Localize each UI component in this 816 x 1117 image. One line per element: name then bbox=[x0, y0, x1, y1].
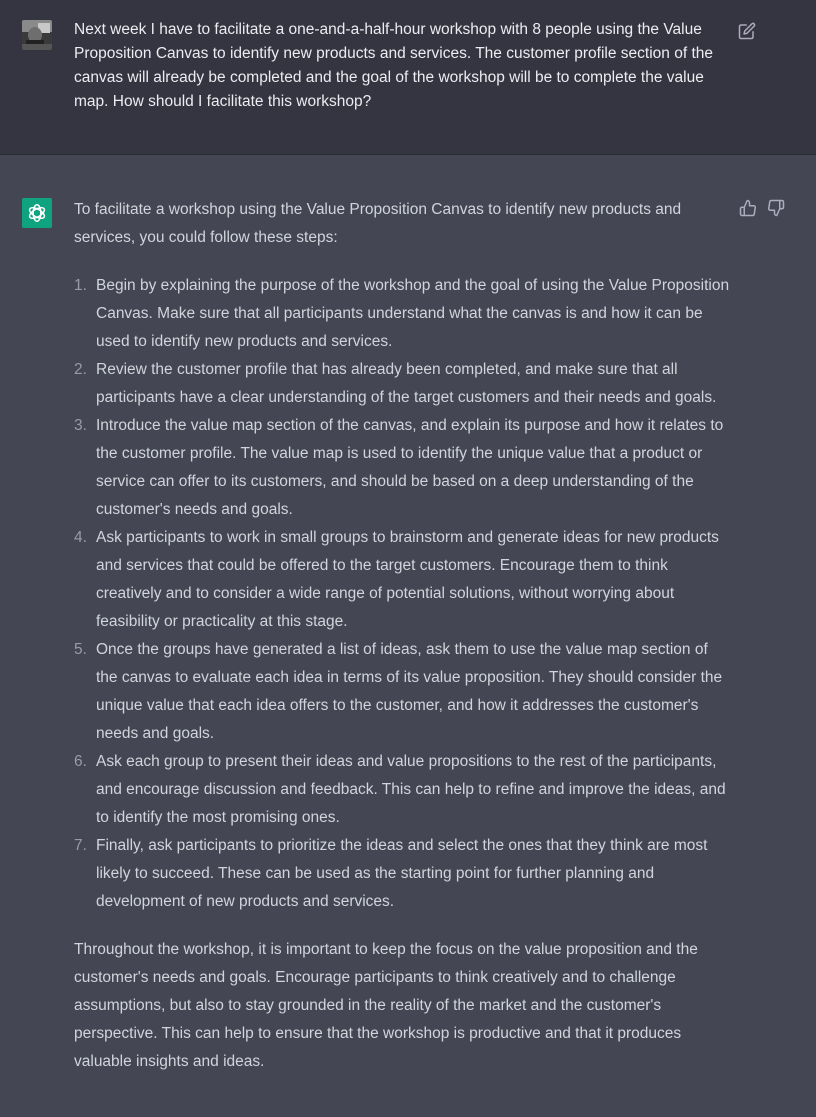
list-item bbox=[74, 412, 730, 524]
steps-list bbox=[74, 272, 730, 916]
user-avatar-photo-icon bbox=[22, 20, 52, 50]
list-item-text: Ask participants to work in small groups to brainstorm and generate ideas for new products and services that could be offered to the target customers. Encourage them to think creatively and to consider a wide range of potential solutions, without worrying about feasibility or practicality at this stage. bbox=[96, 529, 719, 630]
list-item bbox=[74, 272, 730, 356]
list-item-text: Ask each group to present their ideas and value propositions to the rest of the participants, and encourage discussion and feedback. This can help to refine and improve the ideas, and to identify the most promising ones. bbox=[96, 753, 726, 826]
list-item-number: 4. bbox=[74, 529, 87, 546]
list-item bbox=[74, 636, 730, 748]
list-item bbox=[74, 832, 730, 916]
edit-pencil-icon[interactable] bbox=[738, 22, 756, 40]
assistant-conclusion: Throughout the workshop, it is important to keep the focus on the value proposition and the customer's needs and goals. Encourage participants to think creatively and to challenge assumptions, but also to stay grounded in the reality of the market and the customer's perspective. This can help to ensure that the workshop is productive and that it produces valuable insights and ideas. bbox=[74, 941, 698, 1070]
user-avatar bbox=[22, 20, 52, 50]
list-item-number: 3. bbox=[74, 417, 87, 434]
list-item-text: Introduce the value map section of the canvas, and explain its purpose and how it relates to the customer profile. The value map is used to identify the unique value that a product or service can offer to its customers, and should be based on a deep understanding of the customer's needs and goals. bbox=[96, 417, 724, 518]
assistant-intro: To facilitate a workshop using the Value Proposition Canvas to identify new products and services, you could follow these steps: bbox=[74, 201, 682, 246]
list-item-number: 5. bbox=[74, 641, 87, 658]
list-item-number: 2. bbox=[74, 361, 87, 378]
thumbs-down-icon[interactable] bbox=[767, 199, 785, 217]
openai-logo-icon bbox=[26, 202, 48, 224]
list-item bbox=[74, 524, 730, 636]
list-item bbox=[74, 748, 730, 832]
list-item-number: 7. bbox=[74, 837, 87, 854]
list-item bbox=[74, 356, 730, 412]
thumbs-up-icon[interactable] bbox=[739, 199, 757, 217]
assistant-message-block bbox=[0, 155, 816, 1117]
list-item-text: Begin by explaining the purpose of the workshop and the goal of using the Value Proposition Canvas. Make sure that all participants understand what the canvas is and how it can be used to identify new products and services. bbox=[96, 277, 730, 350]
list-item-text: Finally, ask participants to prioritize the ideas and select the ones that they think are most likely to succeed. These can be used as the starting point for further planning and development of new products and services. bbox=[96, 837, 708, 910]
list-item-number: 6. bbox=[74, 753, 87, 770]
user-message-text: Next week I have to facilitate a one-and-a-half-hour workshop with 8 people using the Value Proposition Canvas to identify new products and services. The customer profile section of the canvas will already be completed and the goal of the workshop will be to complete the value map. How should I facilitate this workshop? bbox=[74, 21, 713, 110]
assistant-avatar bbox=[22, 198, 52, 228]
assistant-message-text bbox=[74, 196, 730, 1076]
list-item-text: Review the customer profile that has already been completed, and make sure that all participants have a clear understanding of the target customers and their needs and goals. bbox=[96, 361, 717, 406]
list-item-text: Once the groups have generated a list of ideas, ask them to use the value map section of the canvas to evaluate each idea in terms of its value proposition. They should consider the unique value that each idea offers to the customer, and how it addresses the customer's needs and goals. bbox=[96, 641, 723, 742]
user-message-block bbox=[0, 0, 816, 155]
list-item-number: 1. bbox=[74, 277, 87, 294]
